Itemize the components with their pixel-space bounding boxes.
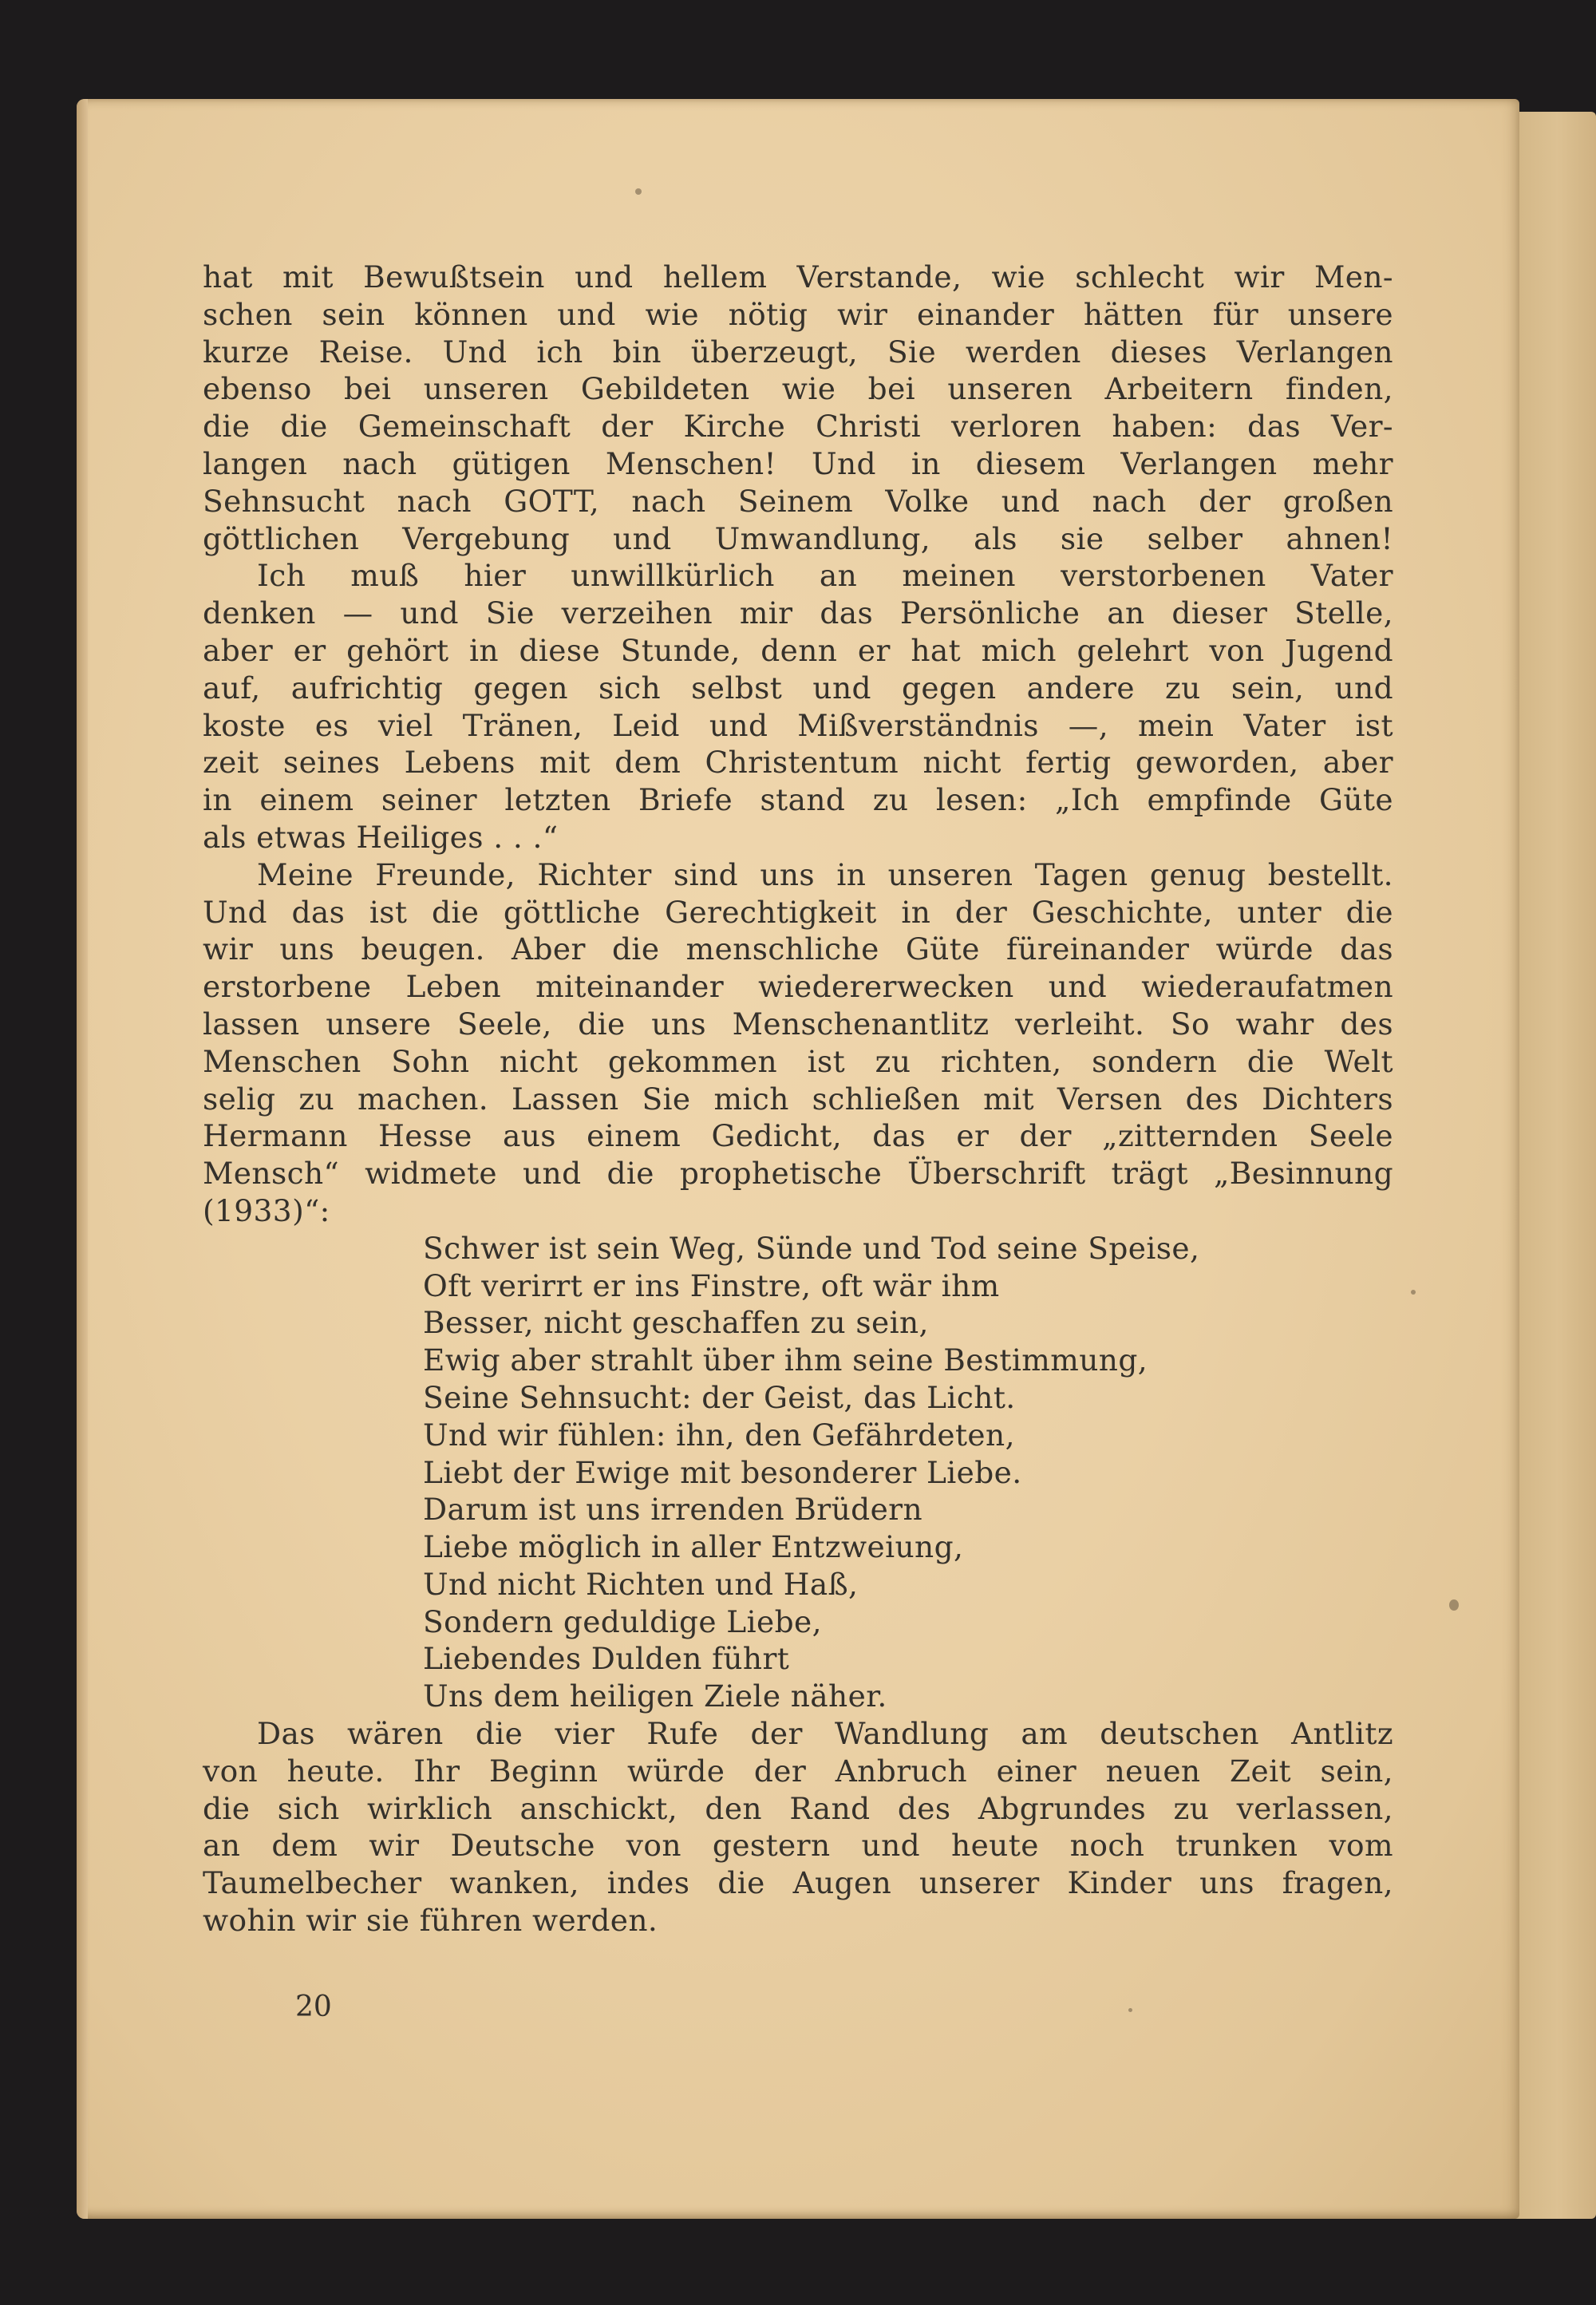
paper-speck xyxy=(1411,1290,1416,1295)
poem-line: Darum ist uns irrenden Brüdern xyxy=(423,1492,923,1528)
text-line: Taumelbecher wanken, indes die Augen unserer Kinder uns fragen, xyxy=(203,1865,1393,1901)
poem-line: Liebe möglich in aller Entzweiung, xyxy=(423,1529,964,1565)
text-line: Sehnsucht nach GOTT, nach Seinem Volke und nach der großen xyxy=(203,483,1393,519)
poem-line: Sondern geduldige Liebe, xyxy=(423,1603,822,1639)
text-line: hat mit Bewußtsein und hellem Verstande, wie schlecht wir Men- xyxy=(203,259,1393,295)
poem-line: Schwer ist sein Weg, Sünde und Tod seine Speise, xyxy=(423,1230,1200,1266)
paragraph-4 xyxy=(203,1715,1393,1939)
text-line: wir uns beugen. Aber die menschliche Güte füreinander würde das xyxy=(203,931,1393,967)
text-line: lassen unsere Seele, die uns Menschenantlitz verleiht. So wahr des xyxy=(203,1006,1393,1042)
paper-speck xyxy=(635,188,642,195)
text-line: wohin wir sie führen werden. xyxy=(203,1903,658,1939)
page-number: 20 xyxy=(295,1991,332,2023)
poem-line: Und nicht Richten und Haß, xyxy=(423,1566,859,1602)
text-line: ebenso bei unseren Gebildeten wie bei unseren Arbeitern finden, xyxy=(203,371,1393,407)
text-line: in einem seiner letzten Briefe stand zu lesen: „Ich empfinde Güte xyxy=(203,782,1393,818)
poem-line: Oft verirrt er ins Finstre, oft wär ihm xyxy=(423,1267,1000,1303)
paragraph-3 xyxy=(203,856,1393,1230)
text-line: Menschen Sohn nicht gekommen ist zu richten, sondern die Welt xyxy=(203,1043,1393,1079)
poem-line: Liebt der Ewige mit besonderer Liebe. xyxy=(423,1454,1022,1490)
poem-line: Ewig aber strahlt über ihm seine Bestimmung, xyxy=(423,1342,1148,1378)
text-line: denken — und Sie verzeihen mir das Persönliche an dieser Stelle, xyxy=(203,595,1393,631)
poem-hesse-besinnung xyxy=(203,1230,1393,1715)
text-line: die die Gemeinschaft der Kirche Christi verloren haben: das Ver- xyxy=(203,409,1393,445)
text-line: selig zu machen. Lassen Sie mich schließen mit Versen des Dichters xyxy=(203,1081,1393,1117)
paragraph-1 xyxy=(203,259,1393,557)
text-line: langen nach gütigen Menschen! Und in diesem Verlangen mehr xyxy=(203,445,1393,481)
poem-line: Besser, nicht geschaffen zu sein, xyxy=(423,1305,929,1341)
text-line: schen sein können und wie nötig wir einander hätten für unsere xyxy=(203,296,1393,332)
text-line: auf, aufrichtig gegen sich selbst und gegen andere zu sein, und xyxy=(203,670,1393,706)
poem-line: Und wir fühlen: ihn, den Gefährdeten, xyxy=(423,1417,1015,1453)
paragraph-2 xyxy=(203,557,1393,856)
text-line: (1933)“: xyxy=(203,1192,330,1228)
text-line: Das wären die vier Rufe der Wandlung am deutschen Antlitz xyxy=(257,1716,1393,1752)
paper-speck xyxy=(1449,1599,1459,1611)
text-line: erstorbene Leben miteinander wiedererwecken und wiederaufatmen xyxy=(203,969,1393,1005)
text-line: zeit seines Lebens mit dem Christentum nicht fertig geworden, aber xyxy=(203,745,1393,781)
page-text xyxy=(203,259,1393,1939)
poem-line: Uns dem heiligen Ziele näher. xyxy=(423,1678,887,1714)
text-line: göttlichen Vergebung und Umwandlung, als sie selber ahnen! xyxy=(203,520,1393,556)
text-line: die sich wirklich anschickt, den Rand des Abgrundes zu verlassen, xyxy=(203,1790,1393,1826)
text-line: aber er gehört in diese Stunde, denn er hat mich gelehrt von Jugend xyxy=(203,632,1393,668)
text-line: Meine Freunde, Richter sind uns in unseren Tagen genug bestellt. xyxy=(257,856,1393,892)
text-line: Mensch“ widmete und die prophetische Überschrift trägt „Besinnung xyxy=(203,1156,1393,1192)
paper-speck xyxy=(1128,2008,1132,2012)
text-line: koste es viel Tränen, Leid und Mißverständnis —, mein Vater ist xyxy=(203,707,1393,743)
poem-line: Liebendes Dulden führt xyxy=(423,1641,790,1677)
poem-line: Seine Sehnsucht: der Geist, das Licht. xyxy=(423,1379,1016,1415)
text-line: als etwas Heiliges . . .“ xyxy=(203,819,559,855)
text-line: Und das ist die göttliche Gerechtigkeit in der Geschichte, unter die xyxy=(203,894,1393,930)
text-line: kurze Reise. Und ich bin überzeugt, Sie werden dieses Verlangen xyxy=(203,334,1393,370)
text-line: Ich muß hier unwillkürlich an meinen verstorbenen Vater xyxy=(257,558,1393,594)
text-line: an dem wir Deutsche von gestern und heute noch trunken vom xyxy=(203,1828,1393,1864)
text-line: von heute. Ihr Beginn würde der Anbruch einer neuen Zeit sein, xyxy=(203,1753,1393,1789)
text-line: Hermann Hesse aus einem Gedicht, das er der „zitternden Seele xyxy=(203,1118,1393,1154)
